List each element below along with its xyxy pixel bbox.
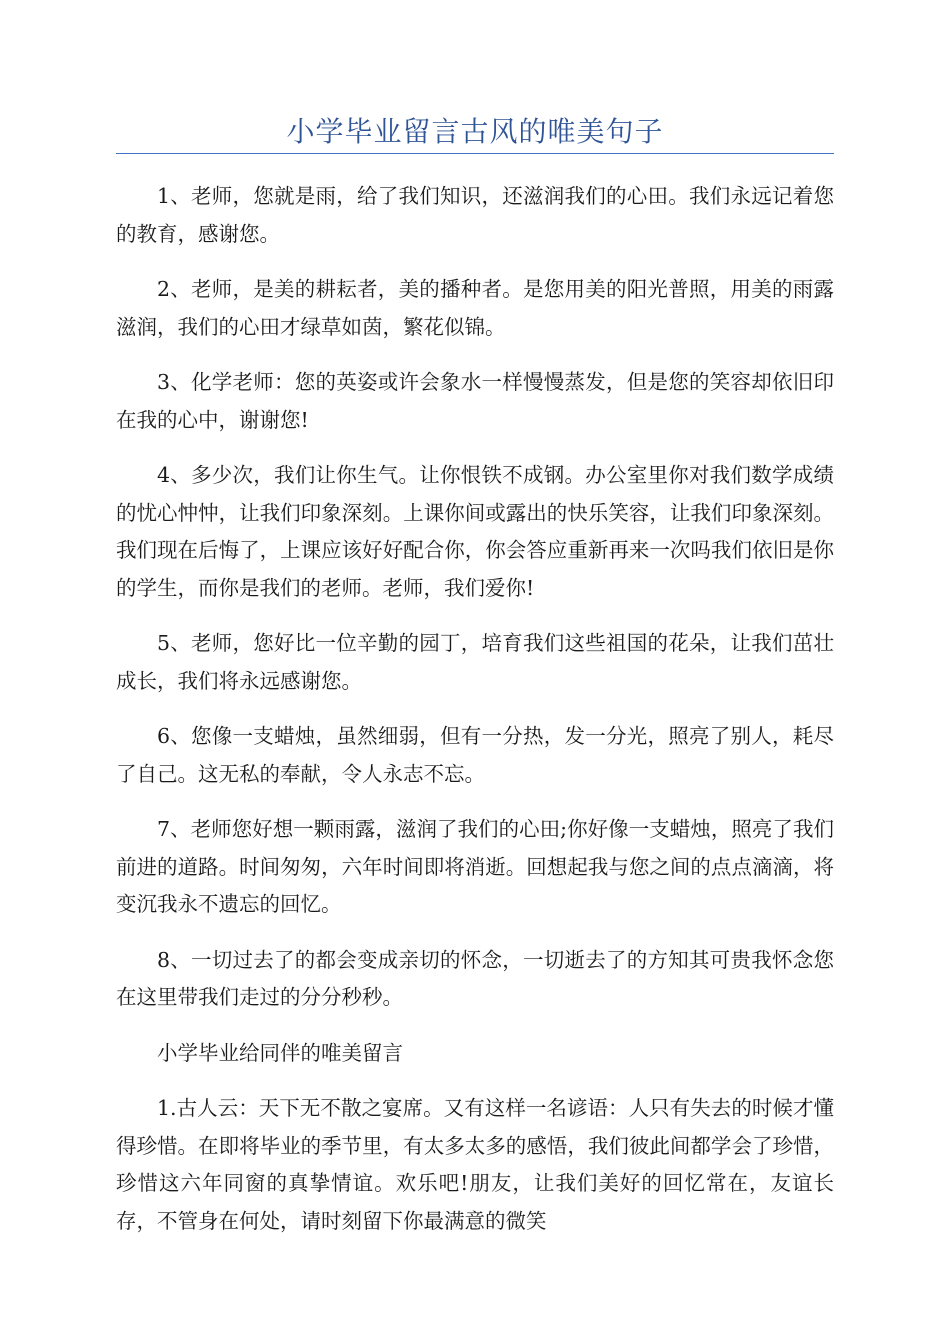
paragraph-6: 6、您像一支蜡烛，虽然细弱，但有一分热，发一分光，照亮了别人，耗尽了自己。这无私的奉献，令人永志不忘。 bbox=[116, 724, 834, 786]
paragraph-2: 2、老师，是美的耕耘者，美的播种者。是您用美的阳光普照，用美的雨露滋润，我们的心田才绿草如茵，繁花似锦。 bbox=[116, 277, 834, 339]
document-title: 小学毕业留言古风的唯美句子 bbox=[286, 115, 664, 148]
section-heading: 小学毕业给同伴的唯美留言 bbox=[157, 1040, 403, 1065]
document-body bbox=[116, 178, 834, 1258]
title-underline bbox=[116, 153, 834, 154]
paragraph-8: 8、一切过去了的都会变成亲切的怀念，一切逝去了的方知其可贵我怀念您在这里带我们走过的分分秒秒。 bbox=[116, 947, 834, 1009]
paragraph-9: 1.古人云：天下无不散之宴席。又有这样一名谚语：人只有失去的时候才懂得珍惜。在即将毕业的季节里，有太多太多的感悟，我们彼此间都学会了珍惜，珍惜这六年同窗的真挚情谊。欢乐吧!朋友，让我们美好的回忆常在，友谊长存，不管身在何处，请时刻留下你最满意的微笑 bbox=[116, 1096, 834, 1233]
paragraph-3: 3、化学老师：您的英姿或许会象水一样慢慢蒸发，但是您的笑容却依旧印在我的心中，谢谢您! bbox=[116, 370, 834, 432]
paragraph-7: 7、老师您好想一颗雨露，滋润了我们的心田;你好像一支蜡烛，照亮了我们前进的道路。时间匆匆，六年时间即将消逝。回想起我与您之间的点点滴滴，将变沉我永不遗忘的回忆。 bbox=[116, 817, 834, 916]
paragraph-5: 5、老师，您好比一位辛勤的园丁，培育我们这些祖国的花朵，让我们茁壮成长，我们将永远感谢您。 bbox=[116, 631, 834, 693]
paragraph-1: 1、老师，您就是雨，给了我们知识，还滋润我们的心田。我们永远记着您的教育，感谢您。 bbox=[116, 184, 834, 246]
paragraph-4: 4、多少次，我们让你生气。让你恨铁不成钢。办公室里你对我们数学成绩的忧心忡忡，让我们印象深刻。上课你间或露出的快乐笑容，让我们印象深刻。我们现在后悔了，上课应该好好配合你，你会答应重新再来一次吗我们依旧是你的学生，而你是我们的老师。老师，我们爱你! bbox=[116, 463, 834, 600]
